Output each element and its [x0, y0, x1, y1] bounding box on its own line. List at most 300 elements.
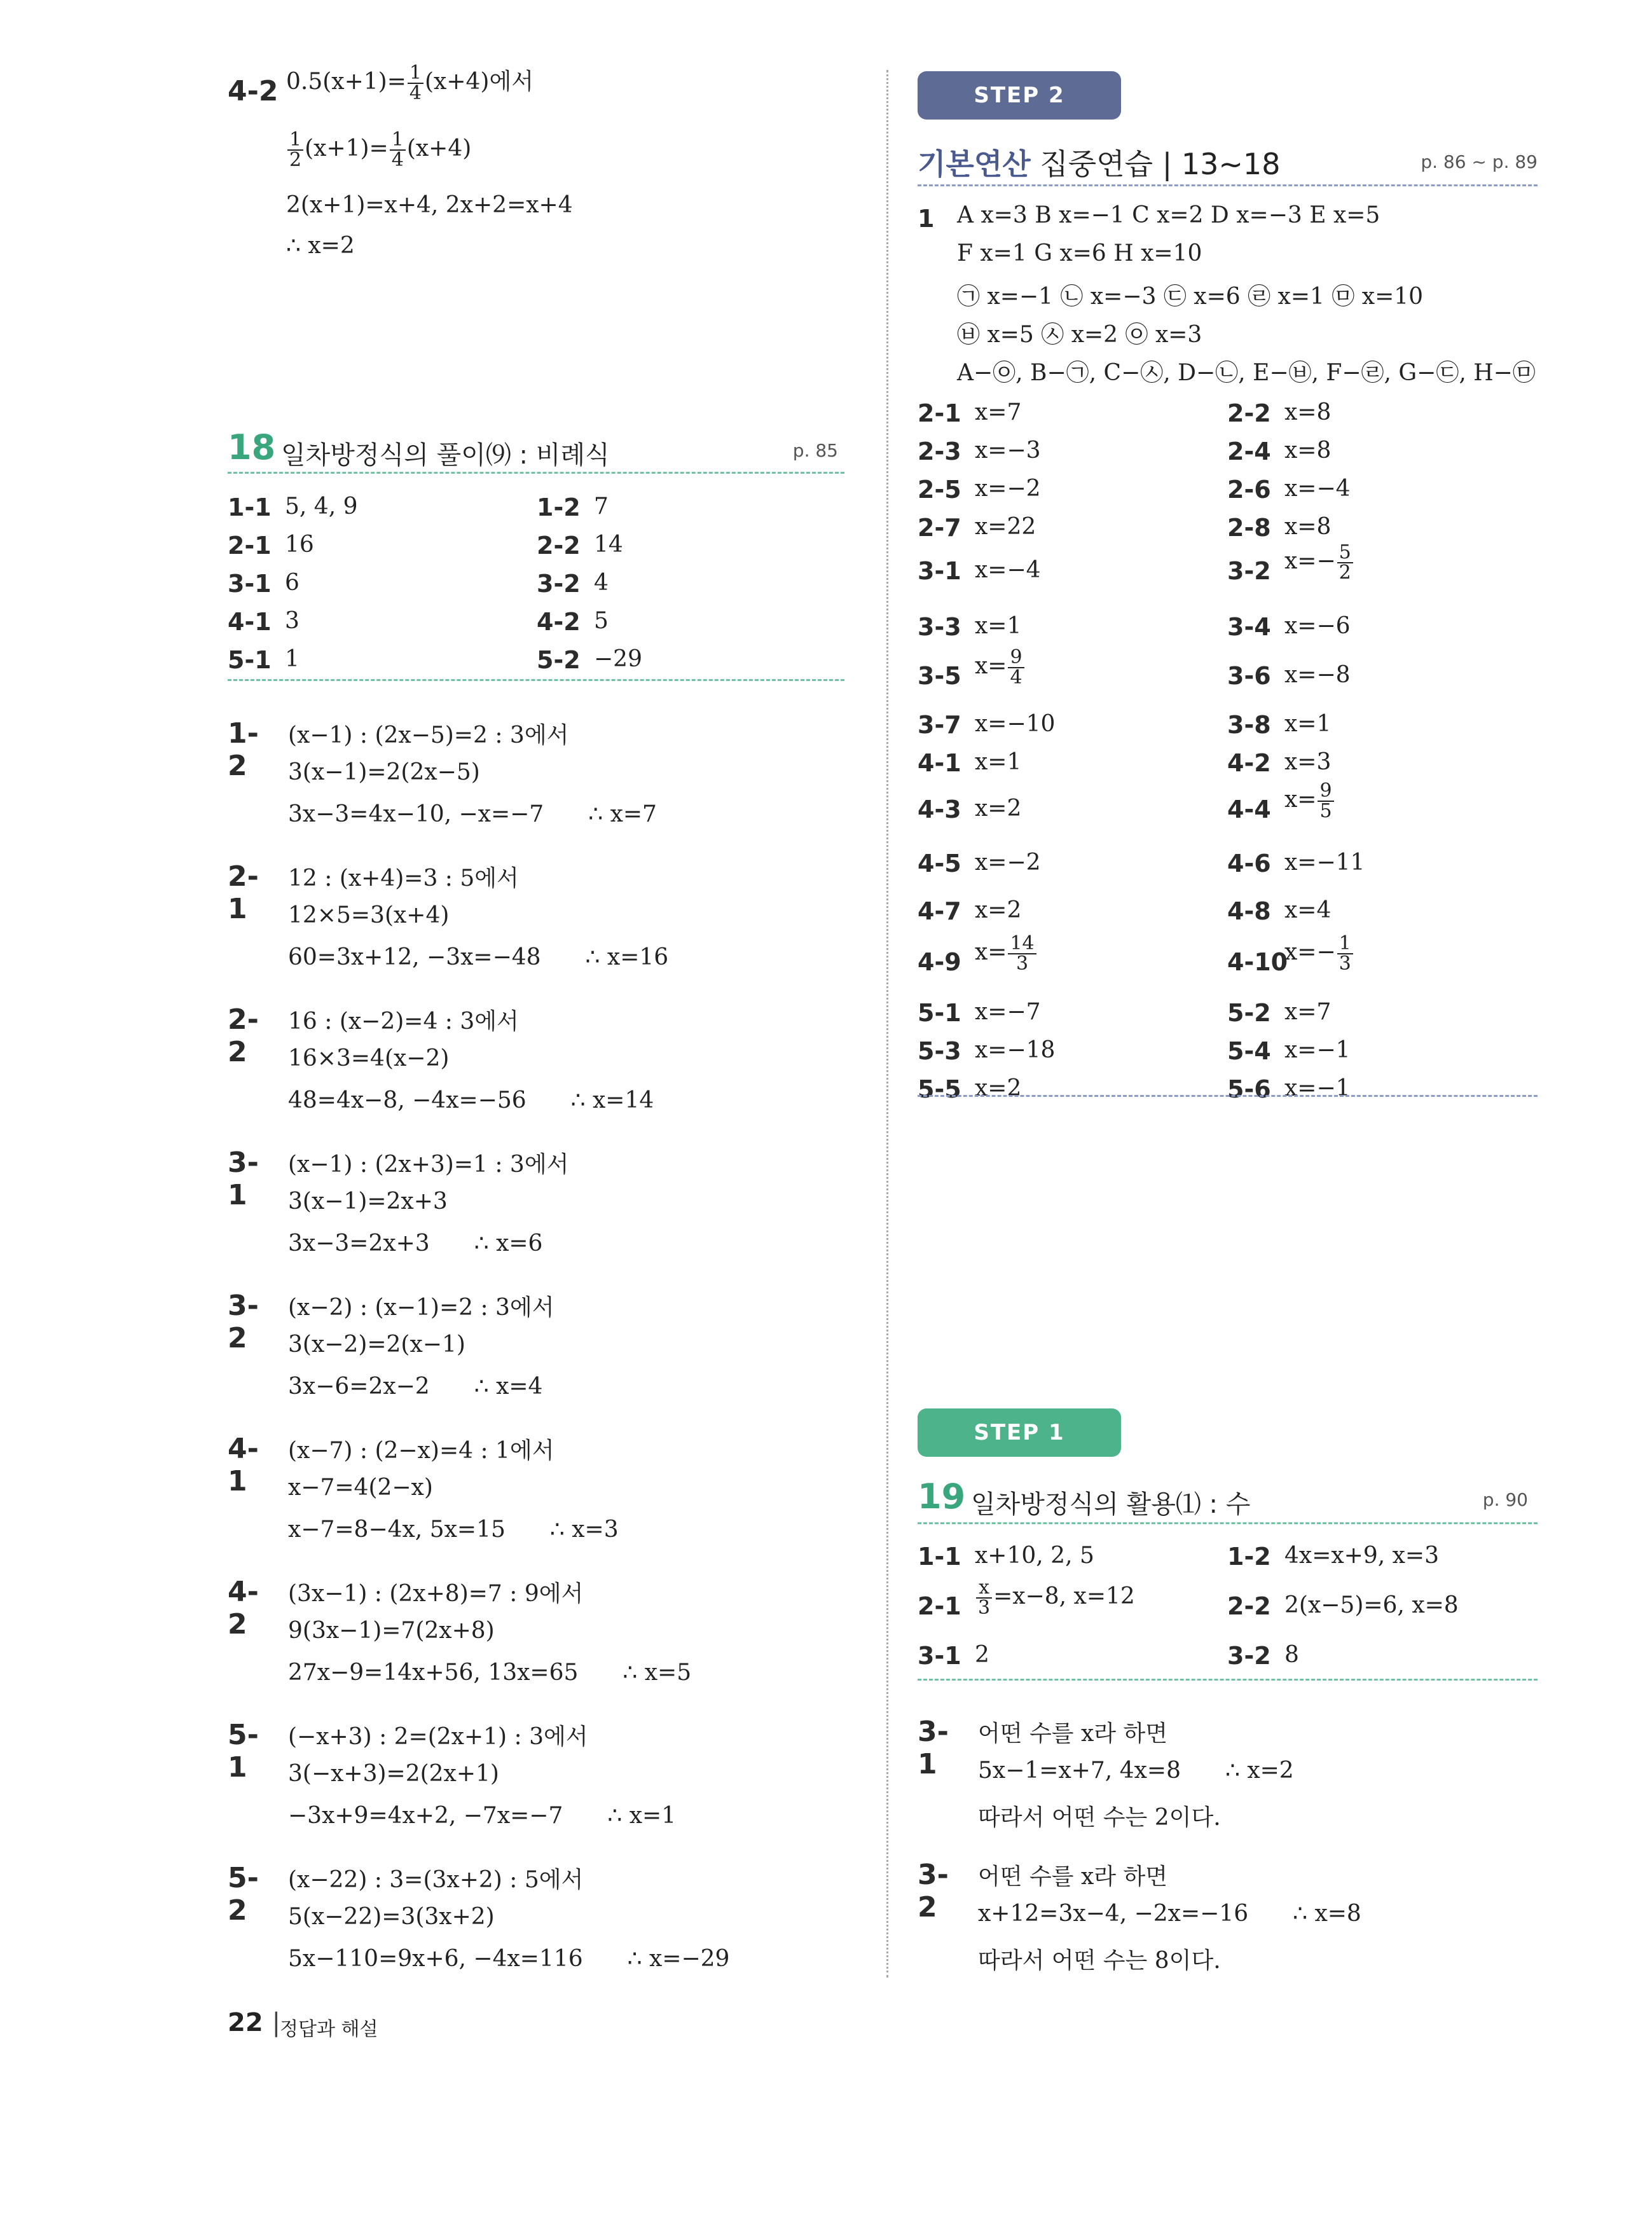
answer-text: x=−7: [975, 999, 1041, 1025]
answer-item: [918, 995, 1216, 1027]
answer-value: [975, 1037, 1055, 1063]
answer-item: [918, 510, 1216, 542]
answer-value: [1284, 934, 1354, 974]
answer-item: [228, 566, 524, 598]
answer-value: [1284, 897, 1331, 923]
answer-label: 3-4: [1227, 613, 1271, 641]
answer-text: x=−10: [975, 711, 1056, 737]
answer-label: 2-3: [918, 437, 961, 465]
answer-label: 4-7: [918, 897, 961, 925]
answer-label: 5-1: [918, 999, 961, 1027]
answer-text: 7: [594, 493, 609, 520]
answer-item: [918, 434, 1216, 465]
solution-line: [288, 1803, 676, 1845]
answer-label: 5-3: [918, 1037, 961, 1065]
solution-text: 5x−110=9x+6, −4x=116: [288, 1946, 583, 1972]
solution-label: 3-2: [228, 1290, 259, 1354]
solution-body: [288, 1433, 619, 1559]
answer-label: 4-10: [1227, 948, 1288, 976]
solution-label: 3-2: [918, 1859, 949, 1924]
column-divider: [886, 70, 888, 1978]
therefore-result: ∴ x=4: [474, 1373, 543, 1400]
answer-label: 3-1: [918, 557, 961, 585]
answer-value: [1284, 781, 1335, 821]
answer-text: 5: [594, 608, 609, 634]
answer-label: 2-2: [1227, 1592, 1271, 1620]
answer-value: [975, 1578, 1135, 1618]
solution-line: [288, 801, 657, 843]
answer-item: [918, 609, 1216, 641]
answer-value: [594, 646, 642, 672]
answer-item: [537, 604, 833, 636]
answer-value: [594, 532, 623, 558]
q1-line-5: A−㉧, B−㉠, C−㉦, D−㉡, E−㉥, F−㉣, G−㉢, H−㉤: [957, 360, 1536, 386]
answer-item: [537, 490, 833, 521]
dashed-divider: [918, 1095, 1538, 1097]
therefore-result: ∴ x=7: [588, 801, 657, 827]
fraction: [1337, 934, 1353, 974]
answer-text: 5, 4, 9: [285, 493, 358, 520]
answer-item: [1227, 1071, 1526, 1103]
solution-body: [288, 860, 668, 986]
answer-text: x+10, 2, 5: [975, 1543, 1094, 1569]
solution-label: 2-1: [228, 860, 259, 925]
answer-text: 3: [285, 608, 299, 634]
answer-value: [285, 532, 314, 558]
answer-item: [1227, 780, 1526, 823]
solution-label: 5-2: [228, 1862, 259, 1927]
q1-line-2: F x=1 G x=6 H x=10: [957, 240, 1202, 266]
answer-label: 2-2: [1227, 399, 1271, 427]
answer-text: x=−18: [975, 1037, 1056, 1063]
solution-text: 3x−6=2x−2: [288, 1373, 430, 1400]
top-line-4: ∴ x=2: [286, 233, 355, 259]
therefore-result: ∴ x=16: [585, 944, 669, 970]
answer-item: [1227, 658, 1526, 690]
top-line-1: 0.5(x+1)= $\frac{1}{4}$ (x+4)에서: [286, 62, 533, 104]
answer-item: [537, 642, 833, 674]
numerator: 1: [1337, 934, 1353, 954]
answer-text: x=: [975, 939, 1007, 965]
denominator: 2: [1339, 561, 1351, 584]
answer-label: 1-1: [228, 493, 272, 521]
answer-value: [285, 570, 299, 596]
therefore-result: ∴ x=5: [623, 1660, 692, 1686]
answer-text: x=8: [1284, 514, 1332, 540]
solution-line: [288, 1373, 554, 1415]
answer-item: [918, 745, 1216, 777]
answer-label: 2-1: [918, 399, 961, 427]
solution-line: 12 : (x+4)=3 : 5에서: [288, 865, 519, 891]
solution-line: (x−1) : (2x−5)=2 : 3에서: [288, 722, 569, 748]
answer-item: [1227, 1539, 1526, 1571]
answer-label: 3-1: [228, 570, 272, 598]
answer-label: 2-4: [1227, 437, 1271, 465]
answer-text: x=8: [1284, 399, 1332, 425]
answer-text: x=2: [975, 795, 1022, 822]
section-number: 18: [228, 427, 276, 467]
answer-label: 3-8: [1227, 711, 1271, 739]
answer-label: 4-9: [918, 948, 961, 976]
answer-item: [918, 932, 1216, 976]
denominator: 3: [978, 1597, 991, 1619]
answer-label: 4-2: [1227, 749, 1271, 777]
answer-value: [1284, 850, 1365, 876]
answer-text: 1: [285, 646, 299, 672]
solution-line: (x−7) : (2−x)=4 : 1에서: [288, 1438, 554, 1464]
solution-line: 3(x−1)=2x+3: [288, 1188, 448, 1215]
solution-text: x−7=8−4x, 5x=15: [288, 1517, 506, 1543]
answer-item: [1227, 846, 1526, 878]
solution-line: 3(−x+3)=2(2x+1): [288, 1761, 499, 1787]
dashed-divider: [918, 184, 1538, 186]
answer-label: 3-6: [1227, 662, 1271, 690]
answer-label: 3-5: [918, 662, 961, 690]
answer-item: [1227, 1033, 1526, 1065]
step-2-header: [918, 141, 1538, 179]
answer-label: 4-1: [918, 749, 961, 777]
solution-line: 어떤 수를 x라 하면: [978, 1721, 1168, 1747]
answer-text: x=22: [975, 514, 1036, 540]
solution-line: 3(x−2)=2(x−1): [288, 1332, 465, 1358]
answer-text: 16: [285, 532, 314, 558]
answer-text: =x−8, x=12: [993, 1583, 1135, 1609]
section-number: 19: [918, 1476, 966, 1517]
therefore-result: ∴ x=14: [570, 1087, 654, 1113]
dashed-divider: [228, 472, 844, 474]
q1-line-4: ㉥ x=5 ㉦ x=2 ㉧ x=3: [957, 322, 1202, 348]
solution-line: (x−1) : (2x+3)=1 : 3에서: [288, 1152, 569, 1178]
denominator: 3: [1339, 953, 1351, 975]
dashed-divider: [918, 1522, 1538, 1524]
answer-item: [228, 490, 524, 521]
solution-label: 4-2: [228, 1576, 259, 1641]
solution-text: 48=4x−8, −4x=−56: [288, 1087, 527, 1113]
answer-item: [918, 553, 1216, 585]
answer-text: x=7: [975, 399, 1022, 425]
answer-item: [918, 396, 1216, 427]
answer-label: 5-2: [537, 646, 581, 674]
answer-label: 2-7: [918, 514, 961, 542]
answer-value: [975, 711, 1055, 737]
answer-value: [975, 648, 1026, 687]
section-19-header: [918, 1476, 1528, 1519]
answer-label: 3-2: [1227, 1642, 1271, 1670]
answer-value: [975, 399, 1021, 425]
numerator: 9: [1008, 648, 1024, 668]
answer-label: 4-2: [537, 608, 581, 636]
answer-item: [1227, 745, 1526, 777]
answer-text: x=−3: [975, 437, 1041, 464]
answer-label: 4-6: [1227, 850, 1271, 878]
solution-line: [288, 1230, 568, 1272]
numerator: 5: [1337, 543, 1353, 563]
answer-text: x=3: [1284, 749, 1332, 775]
answer-value: [1284, 543, 1354, 582]
answer-label: 3-1: [918, 1642, 961, 1670]
q1-line-1: A x=3 B x=−1 C x=2 D x=−3 E x=5: [957, 202, 1380, 228]
answer-value: [975, 1642, 989, 1668]
solution-body: [288, 1003, 654, 1129]
answer-text: x=2: [975, 1075, 1022, 1101]
answer-value: [1284, 1037, 1351, 1063]
answer-item: [918, 1033, 1216, 1065]
footer-label: 정답과 해설: [280, 2018, 378, 2041]
answer-label: 2-1: [228, 532, 272, 560]
answer-text: x=7: [1284, 999, 1332, 1025]
answer-item: [918, 1576, 1216, 1620]
solution-body: [288, 1290, 554, 1415]
solution-text: −3x+9=4x+2, −7x=−7: [288, 1803, 563, 1829]
answer-item: [918, 707, 1216, 739]
answer-value: [975, 476, 1041, 502]
answer-text: x=1: [975, 613, 1022, 639]
answer-text: 4x=x+9, x=3: [1284, 1543, 1439, 1569]
answer-text: x=−4: [975, 557, 1041, 583]
answer-text: 8: [1284, 1642, 1299, 1668]
answer-label: 2-6: [1227, 476, 1271, 504]
answer-value: [1284, 399, 1331, 425]
answer-value: [975, 514, 1036, 540]
answer-label: 5-5: [918, 1075, 961, 1103]
solution-line: 따라서 어떤 수는 8이다.: [978, 1948, 1221, 1974]
answer-item: [1227, 510, 1526, 542]
answer-label: 3-2: [1227, 557, 1271, 585]
solution-line: 3(x−1)=2(2x−5): [288, 759, 480, 785]
answer-item: [228, 528, 524, 560]
answer-value: [285, 608, 299, 634]
answer-value: [1284, 749, 1331, 775]
solution-text: 3x−3=2x+3: [288, 1230, 430, 1256]
top-problem-label: 4-2: [228, 75, 279, 107]
solution-line: [288, 1660, 691, 1702]
answer-text: 4: [594, 570, 609, 596]
answer-label: 2-2: [537, 532, 581, 560]
answer-text: x=: [1284, 787, 1317, 813]
answer-value: [285, 493, 358, 520]
solution-line: (x−22) : 3=(3x+2) : 5에서: [288, 1867, 584, 1893]
solution-line: (x−2) : (x−1)=2 : 3에서: [288, 1295, 554, 1321]
solution-label: 3-1: [228, 1146, 259, 1211]
denominator: 3: [1016, 953, 1029, 975]
answer-item: [1227, 1638, 1526, 1670]
answer-value: [975, 934, 1038, 974]
answer-value: [975, 613, 1021, 639]
solution-text: 5x−1=x+7, 4x=8: [978, 1758, 1181, 1784]
denominator: 5: [1319, 800, 1332, 822]
answer-label: 1-2: [1227, 1543, 1271, 1571]
answer-item: [1227, 609, 1526, 641]
solution-line: x−7=4(2−x): [288, 1475, 433, 1501]
solution-line: (−x+3) : 2=(2x+1) : 3에서: [288, 1724, 588, 1750]
solution-line: 9(3x−1)=7(2x+8): [288, 1618, 495, 1644]
fraction: [1318, 781, 1333, 821]
fraction: [1008, 648, 1024, 687]
section-18-header: [228, 427, 838, 470]
answer-value: [1284, 711, 1331, 737]
answer-value: [975, 749, 1021, 775]
answer-item: [918, 893, 1216, 925]
answer-label: 5-4: [1227, 1037, 1271, 1065]
answer-value: [975, 999, 1041, 1025]
answer-item: [1227, 893, 1526, 925]
answer-text: x=−: [1284, 939, 1336, 965]
therefore-result: ∴ x=1: [607, 1803, 677, 1829]
answer-text: 6: [285, 570, 299, 596]
therefore-result: ∴ x=6: [474, 1230, 543, 1256]
therefore-result: ∴ x=3: [549, 1517, 619, 1543]
answer-text: x=2: [975, 897, 1022, 923]
answer-text: x=−4: [1284, 476, 1351, 502]
answer-text: x=−8: [1284, 662, 1351, 688]
solution-text: 3x−3=4x−10, −x=−7: [288, 801, 544, 827]
answer-text: x=−1: [1284, 1075, 1351, 1101]
answer-item: [1227, 995, 1526, 1027]
solution-line: 어떤 수를 x라 하면: [978, 1864, 1168, 1890]
answer-value: [1284, 1075, 1351, 1101]
solution-label: 2-2: [228, 1003, 259, 1068]
answer-label: 3-2: [537, 570, 581, 598]
denominator: 4: [1010, 666, 1022, 689]
answer-item: [918, 792, 1216, 823]
answer-text: x=−2: [975, 850, 1041, 876]
answer-label: 5-1: [228, 646, 272, 674]
numerator: x: [976, 1578, 992, 1599]
answer-item: [1227, 472, 1526, 504]
answer-item: [1227, 1588, 1526, 1620]
answer-value: [1284, 437, 1331, 464]
top-line-2: $\frac{1}{2}$ (x+1)= $\frac{1}{4}$ (x+4): [286, 130, 471, 170]
solution-line: 12×5=3(x+4): [288, 902, 450, 928]
fraction: [1008, 934, 1036, 974]
q1-line-3: ㉠ x=−1 ㉡ x=−3 ㉢ x=6 ㉣ x=1 ㉤ x=10: [957, 284, 1424, 310]
step-2-title: 기본연산 집중연습 | 13~18: [918, 147, 1281, 181]
answer-value: [1284, 1543, 1439, 1569]
answer-text: x=8: [1284, 437, 1332, 464]
section-title: 일차방정식의 풀이⑼ : 비례식: [281, 441, 610, 470]
answer-item: [918, 1071, 1216, 1103]
answer-text: x=1: [1284, 711, 1332, 737]
page-ref: p. 86 ~ p. 89: [1421, 151, 1538, 172]
answer-value: [975, 795, 1021, 822]
answer-label: 1-1: [918, 1543, 961, 1571]
answer-label: 1-2: [537, 493, 581, 521]
answer-item: [1227, 707, 1526, 739]
top-line-3: 2(x+1)=x+4, 2x+2=x+4: [286, 192, 573, 218]
solution-line: [978, 1901, 1361, 1943]
solution-line: [978, 1758, 1294, 1800]
solution-label: 4-1: [228, 1433, 259, 1497]
therefore-result: ∴ x=8: [1293, 1901, 1361, 1927]
answer-item: [918, 846, 1216, 878]
step-1-badge: STEP 1: [918, 1408, 1121, 1457]
dashed-divider: [918, 1679, 1538, 1681]
answer-value: [975, 850, 1041, 876]
answer-text: x=−1: [1284, 1037, 1351, 1063]
solution-text: 27x−9=14x+56, 13x=65: [288, 1660, 579, 1686]
solution-body: [288, 1146, 568, 1272]
answer-value: [975, 557, 1041, 583]
page-ref: p. 90: [1482, 1489, 1528, 1510]
dashed-divider: [228, 679, 844, 681]
answer-item: [1227, 396, 1526, 427]
answer-label: 2-5: [918, 476, 961, 504]
answer-item: [537, 528, 833, 560]
solution-body: [288, 1719, 676, 1845]
solution-line: 16×3=4(x−2): [288, 1045, 450, 1071]
answer-text: x=−: [1284, 548, 1336, 574]
answer-text: x=−11: [1284, 850, 1365, 876]
answer-value: [975, 437, 1041, 464]
answer-item: [1227, 434, 1526, 465]
answer-label: 4-4: [1227, 795, 1271, 823]
answer-text: x=1: [975, 749, 1022, 775]
answer-text: x=4: [1284, 897, 1332, 923]
solution-body: [288, 717, 657, 843]
answer-item: [228, 642, 524, 674]
answer-item: [1227, 932, 1526, 976]
q1-label: 1: [918, 205, 935, 233]
answer-value: [1284, 999, 1331, 1025]
solution-line: [288, 1946, 729, 1988]
solution-text: x+12=3x−4, −2x=−16: [978, 1901, 1249, 1927]
answer-item: [918, 646, 1216, 690]
answer-item: [537, 566, 833, 598]
answer-label: 2-1: [918, 1592, 961, 1620]
answer-label: 2-8: [1227, 514, 1271, 542]
page-number: 22 |: [228, 2008, 281, 2037]
fraction: [1337, 543, 1353, 582]
answer-label: 5-6: [1227, 1075, 1271, 1103]
therefore-result: ∴ x=−29: [627, 1946, 730, 1972]
solution-line: [288, 1087, 654, 1129]
answer-label: 4-8: [1227, 897, 1271, 925]
solution-line: 따라서 어떤 수는 2이다.: [978, 1805, 1221, 1831]
answer-value: [285, 646, 299, 672]
answer-item: [918, 1638, 1216, 1670]
answer-value: [975, 897, 1021, 923]
answer-text: x=−2: [975, 476, 1041, 502]
answer-label: 4-5: [918, 850, 961, 878]
solution-line: 16 : (x−2)=4 : 3에서: [288, 1008, 519, 1035]
answer-value: [1284, 613, 1351, 639]
answer-text: −29: [594, 646, 642, 672]
answer-item: [918, 1539, 1216, 1571]
answer-value: [1284, 514, 1331, 540]
answer-text: x=: [975, 653, 1007, 679]
solution-label: 5-1: [228, 1719, 259, 1784]
answer-label: 3-7: [918, 711, 961, 739]
answer-text: 2: [975, 1642, 989, 1668]
answer-value: [1284, 1642, 1299, 1668]
answer-item: [1227, 541, 1526, 585]
answer-value: [594, 608, 609, 634]
answer-value: [975, 1543, 1094, 1569]
answer-label: 4-1: [228, 608, 272, 636]
solution-body: [978, 1716, 1294, 1841]
answer-item: [228, 604, 524, 636]
solution-line: 5(x−22)=3(3x+2): [288, 1904, 495, 1930]
solution-line: [288, 944, 668, 986]
answer-value: [1284, 476, 1351, 502]
answer-text: 2(x−5)=6, x=8: [1284, 1592, 1459, 1618]
answer-text: x=−6: [1284, 613, 1351, 639]
answer-text: 14: [594, 532, 623, 558]
numerator: 14: [1008, 934, 1036, 954]
fraction: [976, 1578, 992, 1618]
answer-label: 4-3: [918, 795, 961, 823]
solution-label: 1-2: [228, 717, 259, 782]
